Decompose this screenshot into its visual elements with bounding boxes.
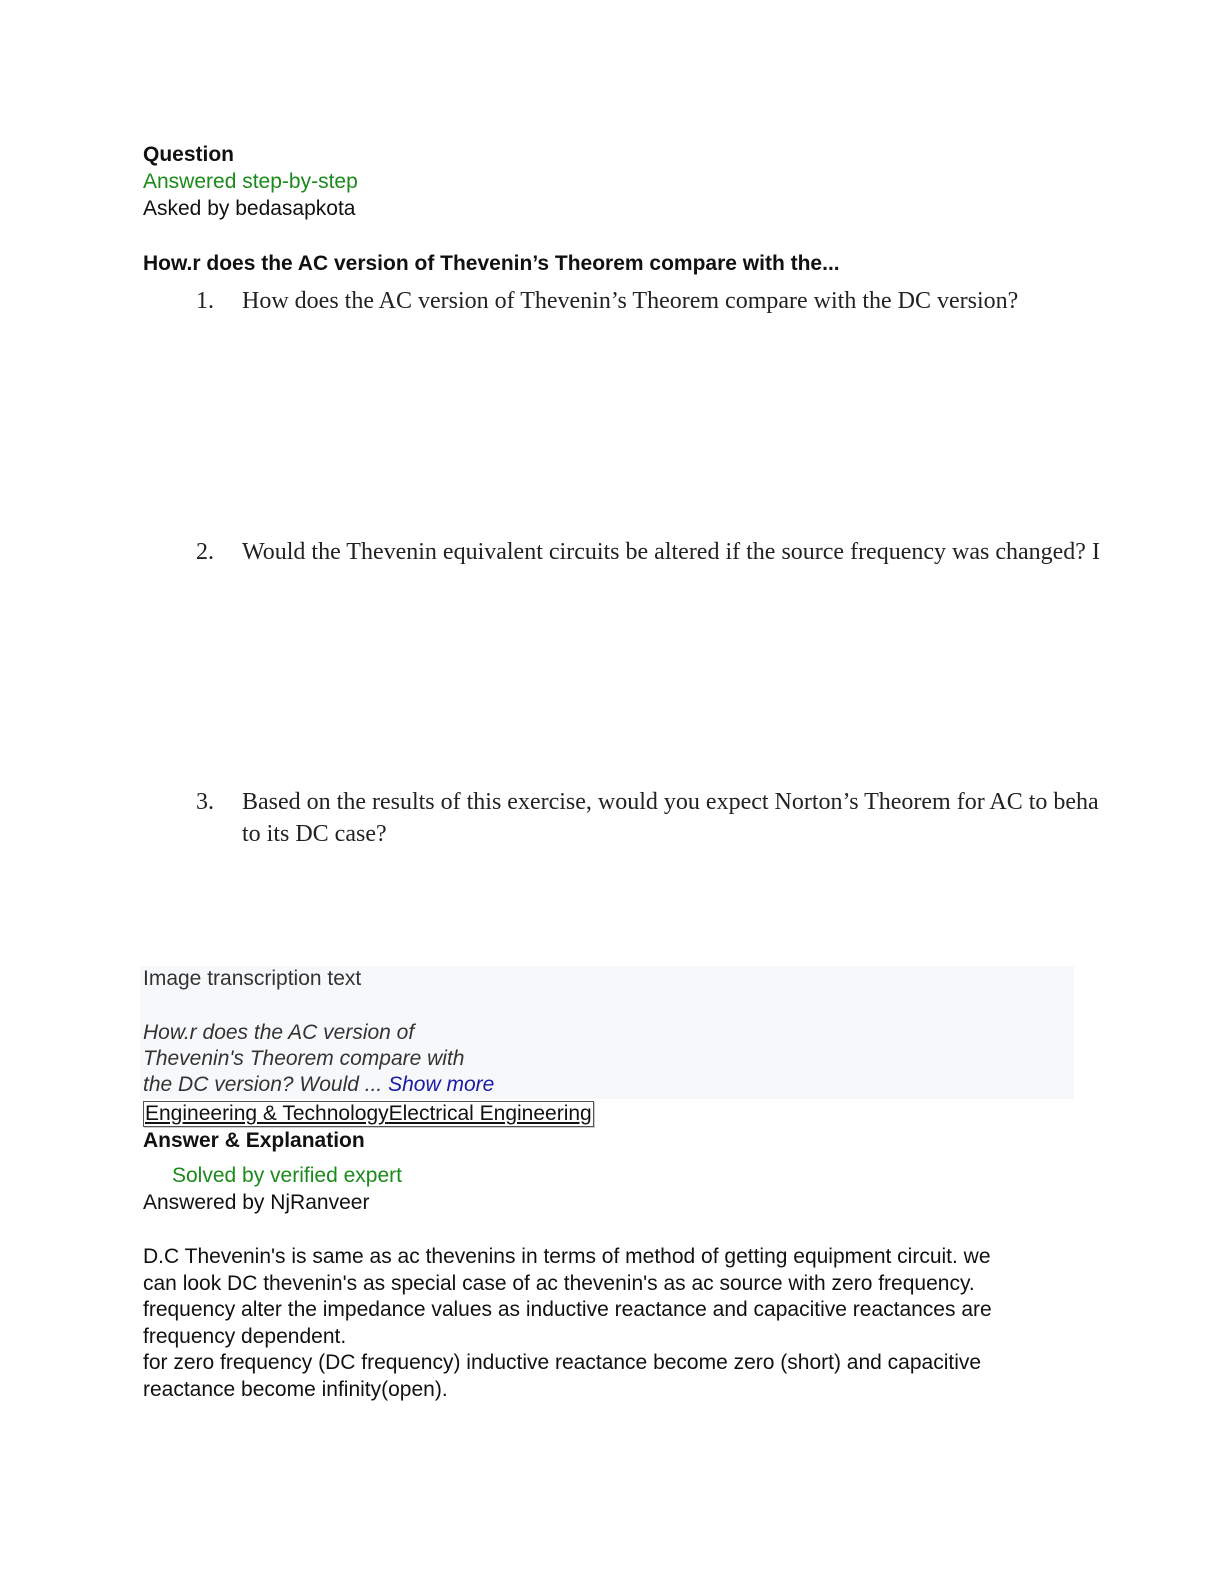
transcription-line-text: the DC version? Would ... xyxy=(143,1073,389,1096)
question-item-number: 2. xyxy=(196,539,214,565)
transcription-line xyxy=(143,1072,494,1098)
question-heading: Question xyxy=(143,143,235,166)
answer-line: reactance become infinity(open). xyxy=(143,1377,448,1401)
answer-line: D.C Thevenin's is same as ac thevenins in terms of method of getting equipment circuit. we xyxy=(143,1245,991,1268)
transcription-line: Thevenin's Theorem compare with xyxy=(143,1047,465,1070)
answered-by: Answered by NjRanveer xyxy=(143,1191,370,1214)
question-item-text: Would the Thevenin equivalent circuits be altered if the source frequency was changed? I xyxy=(242,539,1100,565)
question-item-2 xyxy=(196,536,1100,568)
transcription-line: How.r does the AC version of xyxy=(143,1021,415,1044)
question-item-text: Based on the results of this exercise, would you expect Norton’s Theorem for AC to beha xyxy=(242,789,1099,815)
answer-line: for zero frequency (DC frequency) inductive reactance become zero (short) and capacitive xyxy=(143,1351,982,1374)
question-item-3 xyxy=(196,786,1099,850)
question-item-number: 3. xyxy=(196,789,214,815)
question-item-text-continued: to its DC case? xyxy=(242,821,387,847)
answer-heading: Answer & Explanation xyxy=(143,1129,365,1152)
verified-expert-badge: Solved by verified expert xyxy=(172,1164,402,1187)
answer-body xyxy=(143,1244,1083,1403)
tag-engineering-technology[interactable]: Engineering & Technology xyxy=(145,1102,389,1125)
question-item-1 xyxy=(196,285,1018,317)
answer-line: can look DC thevenin's as special case of ac thevenin's as ac source with zero frequency. xyxy=(143,1271,975,1295)
tag-electrical-engineering[interactable]: Electrical Engineering xyxy=(388,1102,592,1125)
question-item-text: How does the AC version of Thevenin’s Theorem compare with the DC version? xyxy=(242,288,1019,314)
answer-line: frequency dependent. xyxy=(143,1324,347,1348)
subject-tags xyxy=(143,1101,594,1127)
show-more-link[interactable]: Show more xyxy=(388,1073,495,1096)
question-item-number: 1. xyxy=(196,288,214,314)
answered-status: Answered step-by-step xyxy=(143,170,358,193)
transcription-heading: Image transcription text xyxy=(143,967,362,990)
answer-line: frequency alter the impedance values as inductive reactance and capacitive reactances are xyxy=(143,1298,992,1321)
asked-by: Asked by bedasapkota xyxy=(143,197,356,220)
question-title: How.r does the AC version of Thevenin’s Theorem compare with the... xyxy=(143,252,840,275)
